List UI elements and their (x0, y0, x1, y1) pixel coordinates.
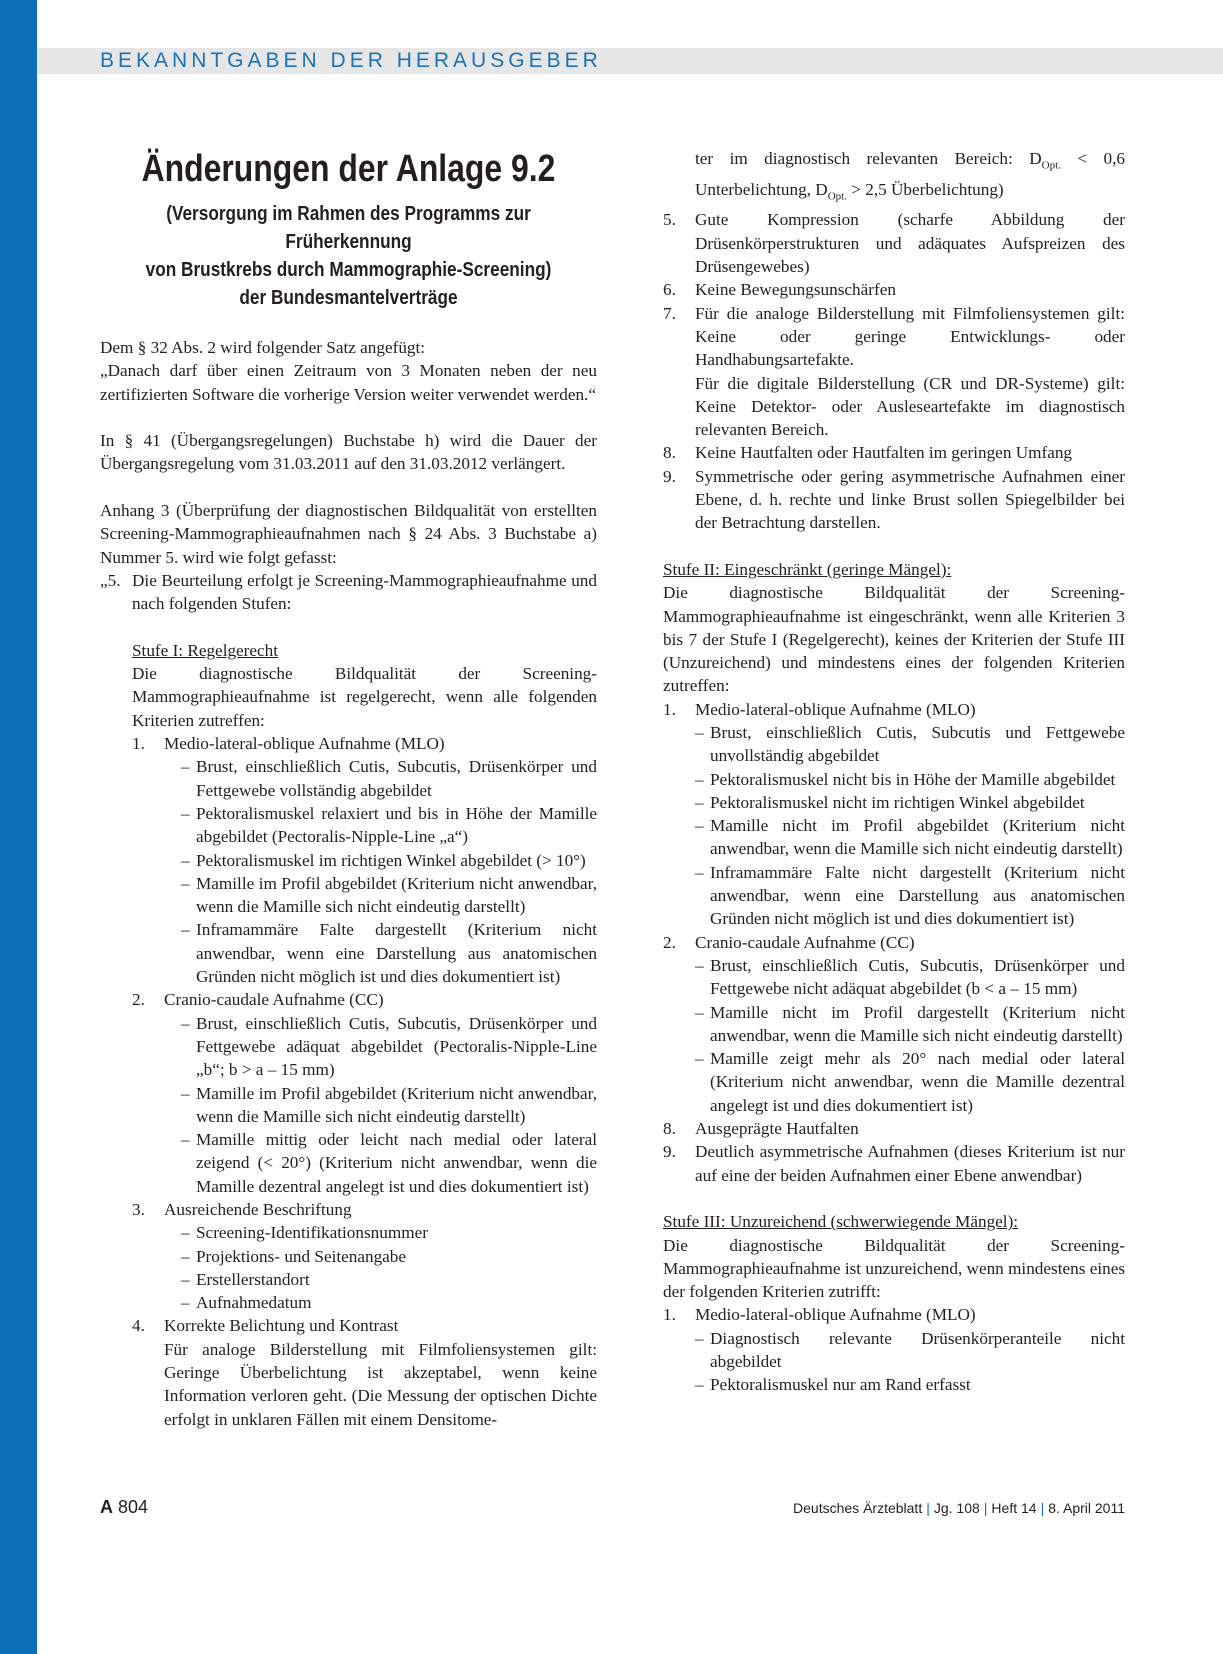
criterion-8: 8. Keine Hautfalten oder Hautfalten im geringen Umfang (663, 443, 1073, 463)
item-5-text: Die Beurteilung erfolgt je Screening-Mammographieaufnahme und nach folgenden Stufen: (132, 570, 597, 614)
page-number: A 804 (100, 1497, 149, 1517)
list-item: – Brust, einschließlich Cutis, Subcutis, Drüsenkörper und Fettgewebe vollständig abgebildet (181, 757, 597, 800)
list-item: – Inframammäre Falte nicht dargestellt (Kriterium nicht anwendbar, wenn eine Darstellung aus anatomischen Gründen nicht möglich ist und dies dokumentiert ist) (695, 862, 1125, 929)
paragraph-2: In § 41 (Übergangsregelungen) Buchstabe h) wird die Dauer der Übergangsregelung vom 31.03.2011 auf den 31.03.2012 verlängert. (100, 431, 597, 474)
journal-volume: Jg. 108 (933, 1500, 980, 1516)
stufe-3-criterion-1-list (663, 1327, 1125, 1397)
criterion-3-list (132, 1221, 597, 1314)
criterion-9: 9. Symmetrische oder gering asymmetrische Aufnahmen einer Ebene, d. h. rechte und linke Brust sollen Spiegelbilder bei der Betrachtung darstellen. (663, 466, 1125, 533)
criterion-7: 7. Für die analoge Bilderstellung mit Filmfoliensystemen gilt: Keine oder geringe Entwicklungs- oder Handhabungsartefakte. (663, 303, 1125, 370)
criterion-3-label: Ausreichende Beschriftung (164, 1199, 352, 1219)
list-item: – Erstellerstandort (181, 1269, 310, 1289)
paragraph-1: Dem § 32 Abs. 2 wird folgender Satz angefügt: (100, 338, 426, 357)
list-item: – Brust, einschließlich Cutis, Subcutis und Fettgewebe unvollständig abgebildet (695, 723, 1125, 766)
criterion-6: 6. Keine Bewegungsunschärfen (663, 280, 896, 300)
stufe-1-heading: Stufe I: Regelgerecht (132, 640, 279, 660)
criterion-2: 2. Cranio-caudale Aufnahme (CC) (132, 988, 597, 1011)
list-item: – Projektions- und Seitenangabe (181, 1246, 407, 1266)
paragraph-3: Anhang 3 (Überprüfung der diagnostischen Bildqualität von erstellten Screening-Mammographieaufnahmen nach § 24 Abs. 3 Buchstabe a) Nummer 5. wird wie folgt gefasst: (100, 501, 597, 567)
paragraph-1-quote: „Danach darf über einen Zeitraum von 3 Monaten neben der neu zertifizierten Software die vorherige Version weiter verwendet werden.“ (100, 361, 597, 404)
page-title: Änderungen der Anlage 9.2 (141, 148, 556, 190)
criterion-3: 3. Ausreichende Beschriftung (132, 1198, 597, 1221)
sidebar-accent-bar (0, 0, 37, 1654)
criterion-4-text-wrap (132, 1338, 597, 1431)
criterion-1-list (132, 755, 597, 988)
stufe-2-heading: Stufe II: Eingeschränkt (geringe Mängel): (663, 559, 952, 579)
journal-info: Deutsches Ärzteblatt | Jg. 108 | Heft 14 | 8. April 2011 (793, 1500, 1125, 1516)
list-item: – Mamille im Profil abgebildet (Kriterium nicht anwendbar, wenn die Mamille sich nicht eindeutig darstellt) (181, 1083, 597, 1126)
stufe-2-criterion-8: 8. Ausgeprägte Hautfalten (663, 1119, 859, 1139)
stufe-2-criterion-2-list (663, 954, 1125, 1117)
title-block (140, 148, 557, 312)
stufe-2-criterion-1: 1. Medio-lateral-oblique Aufnahme (MLO) (663, 699, 976, 719)
list-item: – Brust, einschließlich Cutis, Subcutis, Drüsenkörper und Fettgewebe adäquat abgebildet (Pectoralis-Nipple-Line „b“; b > a – 15 mm) (181, 1013, 597, 1080)
subtitle-line-3: der Bundesmantelverträge (239, 286, 458, 309)
list-item: – Screening-Identifikationsnummer (181, 1223, 428, 1243)
list-item: – Pektoralismuskel relaxiert und bis in Höhe der Mamille abgebildet (Pectoralis-Nipple-Line „a“) (181, 803, 597, 847)
stufe-3-heading: Stufe III: Unzureichend (schwerwiegende Mängel): (663, 1212, 1019, 1232)
subtitle-line-2: von Brustkrebs durch Mammographie-Screening) (145, 258, 552, 281)
list-item: – Brust, einschließlich Cutis, Subcutis, Drüsenkörper und Fettgewebe nicht adäquat abgebildet (b < a – 15 mm) (695, 955, 1125, 999)
criterion-4: 4. Korrekte Belichtung und Kontrast (132, 1314, 597, 1337)
stufe-2-criterion-9: 9. Deutlich asymmetrische Aufnahmen (dieses Kriterium ist nur auf eine der beiden Aufnahmen einer Ebene anwendbar) (663, 1142, 1125, 1185)
criterion-4-text: Für analoge Bilderstellung mit Filmfoliensystemen gilt: Geringe Überbelichtung ist akzeptabel, wenn keine Information verloren geht. (Die Messung der optischen Dichte erfolgt in unklaren Fällen mit einem Densitome- (164, 1339, 597, 1429)
list-item: – Pektoralismuskel nicht bis in Höhe der Mamille abgebildet (695, 769, 1116, 789)
criterion-4-label: Korrekte Belichtung und Kontrast (164, 1316, 399, 1336)
right-column (663, 147, 1125, 1397)
list-item: – Pektoralismuskel nur am Rand erfasst (695, 1375, 971, 1395)
criterion-2-list (132, 1012, 597, 1198)
stufe-2-criterion-2: 2. Cranio-caudale Aufnahme (CC) (663, 932, 915, 952)
stufe-1-section (100, 639, 597, 1431)
stufe-3-criterion-1: 1. Medio-lateral-oblique Aufnahme (MLO) (663, 1305, 976, 1325)
criterion-1: 1. Medio-lateral-oblique Aufnahme (MLO) (132, 732, 597, 755)
section-label: BEKANNTGABEN DER HERAUSGEBER (100, 49, 602, 72)
journal-name: Deutsches Ärzteblatt (793, 1500, 923, 1516)
item-5-number: „5. (100, 570, 121, 590)
list-item: – Mamille zeigt mehr als 20° nach medial oder lateral (Kriterium nicht anwendbar, wenn die Mamille dezentral angelegt ist und dies dokumentiert ist) (695, 1049, 1125, 1115)
criterion-7-extra: Für die digitale Bilderstellung (CR und DR-Systeme) gilt: Keine Detektor- oder Ausleseartefakte im diagnostisch relevanten Bereich. (695, 373, 1125, 440)
criterion-4-continued-text: ter im diagnostisch relevanten Bereich: $D_{Opt.} < 0,6$ Unterbelichtung, $D_{Opt.} > 2,5$ Überbelichtung) (695, 149, 1125, 203)
stufe-2-intro: Die diagnostische Bildqualität der Screening-Mammographieaufnahme ist eingeschränkt, wenn alle Kriterien 3 bis 7 der Stufe I (Regelgerecht), keines der Kriterien der Stufe III (Unzureichend) und mindestens eines der folgenden Kriterien zutreffen: (663, 583, 1125, 696)
criterion-2-label: Cranio-caudale Aufnahme (CC) (164, 990, 384, 1010)
list-item: – Mamille nicht im Profil abgebildet (Kriterium nicht anwendbar, wenn die Mamille sich nicht eindeutig darstellt) (695, 816, 1125, 859)
criterion-5: 5. Gute Kompression (scharfe Abbildung der Drüsenkörperstrukturen und adäquates Aufspreizen des Drüsengewebes) (663, 210, 1125, 277)
list-item: – Mamille mittig oder leicht nach medial oder lateral zeigend (< 20°) (Kriterium nicht anwendbar, wenn die Mamille dezentral angelegt ist und dies dokumentiert ist) (181, 1130, 597, 1196)
stufe-3-intro: Die diagnostische Bildqualität der Screening-Mammographieaufnahme ist unzureichend, wenn mindestens eines der folgenden Kriterien zutrifft: (663, 1235, 1126, 1302)
list-item: – Mamille nicht im Profil dargestellt (Kriterium nicht anwendbar, wenn die Mamille sich nicht eindeutig darstellt) (695, 1002, 1125, 1045)
list-item: – Aufnahmedatum (181, 1293, 312, 1313)
list-item: – Pektoralismuskel im richtigen Winkel abgebildet (> 10°) (181, 850, 586, 870)
subtitle-line-1: (Versorgung im Rahmen des Programms zur Früherkennung (166, 202, 531, 253)
journal-issue: Heft 14 (991, 1500, 1037, 1516)
left-column (100, 148, 597, 1431)
item-5 (100, 569, 597, 616)
stufe-2-criterion-1-list (663, 721, 1125, 931)
list-item: – Diagnostisch relevante Drüsenkörperanteile nicht abgebildet (695, 1328, 1125, 1372)
stufe-1-intro: Die diagnostische Bildqualität der Screening-Mammographieaufnahme ist regelgerecht, wenn alle folgenden Kriterien zutreffen: (132, 664, 597, 730)
criterion-1-label: Medio-lateral-oblique Aufnahme (MLO) (164, 734, 445, 754)
journal-date: 8. April 2011 (1048, 1500, 1125, 1516)
criterion-4-continued (663, 147, 1125, 208)
list-item: – Mamille im Profil abgebildet (Kriterium nicht anwendbar, wenn die Mamille sich nicht eindeutig darstellt) (181, 873, 597, 917)
list-item: – Inframammäre Falte dargestellt (Kriterium nicht anwendbar, wenn eine Darstellung aus anatomischen Gründen nicht möglich ist und dies dokumentiert ist) (181, 920, 597, 987)
list-item: – Pektoralismuskel nicht im richtigen Winkel abgebildet (695, 792, 1085, 812)
